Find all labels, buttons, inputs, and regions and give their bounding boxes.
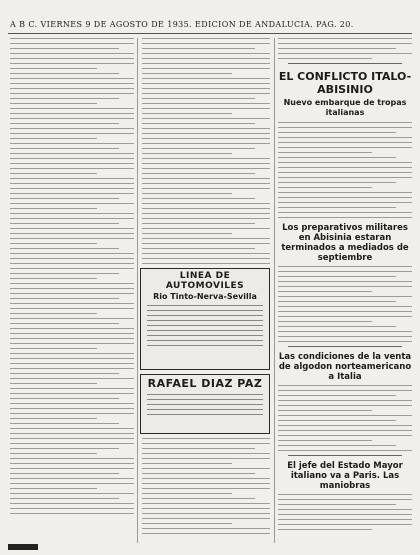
- body-text-line: [10, 198, 119, 199]
- body-text-line: [142, 498, 255, 499]
- body-text-line: [10, 113, 134, 114]
- body-text-line: [10, 313, 97, 314]
- body-text-line: [10, 388, 134, 389]
- body-text-line: [142, 238, 270, 239]
- body-text-line: [10, 343, 134, 344]
- body-text-line: [10, 123, 119, 124]
- body-text-line: [10, 328, 134, 329]
- body-text-line: [278, 420, 396, 421]
- body-text-line: [278, 415, 412, 416]
- body-text-line: [10, 513, 134, 514]
- body-text-line: [10, 48, 119, 49]
- headline-algodon: Las condiciones de la venta de algodon norteamericano a Italia: [278, 352, 412, 382]
- body-text-line: [278, 395, 396, 396]
- column-3: [278, 38, 412, 534]
- body-text-line: [10, 38, 134, 39]
- body-text-line: [278, 53, 412, 54]
- body-text-line: [278, 276, 396, 277]
- body-text-line: [278, 152, 372, 153]
- body-text-line: [10, 178, 134, 179]
- body-text-line: [10, 133, 134, 134]
- body-text-line: [10, 208, 97, 209]
- body-text-line: [10, 413, 134, 414]
- body-text-line: [142, 208, 270, 209]
- body-text-line: [10, 258, 134, 259]
- body-text-line: [278, 306, 412, 307]
- body-text-line: [278, 162, 412, 163]
- body-text-line: [10, 488, 97, 489]
- body-text-line: [278, 336, 412, 337]
- body-text-line: [142, 58, 270, 59]
- body-text-line: [10, 193, 134, 194]
- body-text-line: [10, 318, 134, 319]
- body-text-line: [142, 533, 270, 534]
- body-text-line: [142, 523, 232, 524]
- body-text-line: [10, 303, 134, 304]
- body-text-line: [10, 358, 134, 359]
- column-2: [142, 38, 270, 268]
- body-text-line: [10, 93, 134, 94]
- body-text-line: [142, 493, 232, 494]
- body-text-line: [142, 223, 255, 224]
- body-text-line: [278, 450, 412, 451]
- body-text-line: [142, 183, 270, 184]
- body-text-line: [10, 458, 134, 459]
- body-text-line: [10, 53, 134, 54]
- column-divider: [274, 38, 275, 543]
- body-text-line: [142, 243, 270, 244]
- body-text-line: [10, 443, 134, 444]
- body-text-line: [278, 197, 412, 198]
- body-text-line: [10, 448, 119, 449]
- body-text-line: [278, 296, 412, 297]
- body-text-line: [142, 508, 270, 509]
- body-text-line: [278, 494, 412, 495]
- body-text-line: [10, 383, 97, 384]
- body-text-line: [142, 143, 270, 144]
- body-text-line: [278, 425, 412, 426]
- body-text-line: [142, 63, 270, 64]
- body-text-line: [10, 473, 119, 474]
- headline-conflicto: EL CONFLICTO ITALO-ABISINIO: [278, 70, 412, 96]
- body-text-line: [10, 183, 134, 184]
- body-text-line: [10, 78, 134, 79]
- body-text-line: [278, 331, 412, 332]
- body-text-line: [10, 338, 134, 339]
- body-text-line: [10, 173, 97, 174]
- body-text-line: [10, 218, 134, 219]
- body-text-line: [10, 403, 134, 404]
- body-text-line: [10, 143, 134, 144]
- body-text-line: [142, 248, 255, 249]
- body-text-line: [278, 266, 412, 267]
- body-text-line: [142, 163, 270, 164]
- body-text-line: [10, 128, 134, 129]
- body-text-line: [142, 253, 270, 254]
- body-text-line: [142, 68, 270, 69]
- body-text-line: [10, 243, 97, 244]
- body-text-line: [278, 291, 372, 292]
- body-text-line: [10, 478, 134, 479]
- body-text-line: [142, 258, 270, 259]
- body-text-line: [142, 458, 270, 459]
- body-text-line: [142, 478, 270, 479]
- body-text-line: [278, 524, 412, 525]
- body-text-line: [278, 217, 412, 218]
- body-text-line: [10, 73, 119, 74]
- body-text-line: [142, 48, 255, 49]
- body-text-line: [142, 168, 270, 169]
- body-text-line: [142, 463, 232, 464]
- body-text-line: [10, 503, 134, 504]
- body-text-line: [10, 253, 134, 254]
- body-text-line: [278, 514, 412, 515]
- headline-preparativos: Los preparativos militares en Abisinia estaran terminados a mediados de septiembre: [281, 223, 409, 263]
- body-text-line: [10, 323, 119, 324]
- header-rule: [8, 33, 412, 34]
- ad-linea-automoviles: [140, 268, 270, 370]
- body-text-line: [10, 158, 134, 159]
- body-text-line: [10, 103, 97, 104]
- body-text-line: [10, 213, 134, 214]
- body-text-line: [142, 513, 270, 514]
- body-text-line: [278, 127, 412, 128]
- body-text-line: [10, 368, 134, 369]
- body-text-line: [142, 528, 270, 529]
- body-text-line: [278, 341, 412, 342]
- body-text-line: [142, 473, 255, 474]
- body-text-line: [278, 316, 412, 317]
- body-text-line: [10, 83, 134, 84]
- body-text-line: [10, 353, 134, 354]
- body-text-line: [10, 398, 119, 399]
- body-text-line: [142, 178, 270, 179]
- body-text-line: [10, 438, 134, 439]
- body-text-line: [10, 153, 134, 154]
- body-text-line: [10, 423, 119, 424]
- body-text-line: [278, 385, 412, 386]
- body-text-line: [278, 122, 412, 123]
- body-text-line: [142, 118, 270, 119]
- body-text-line: [10, 58, 134, 59]
- body-text-line: [278, 147, 412, 148]
- body-text-line: [278, 167, 412, 168]
- body-text-line: [10, 378, 134, 379]
- body-text-line: [10, 508, 134, 509]
- body-text-line: [142, 78, 270, 79]
- subheadline-embarque: Nuevo embarque de tropas italianas: [283, 98, 407, 117]
- column-2-lower: [142, 438, 270, 538]
- body-text-line: [10, 43, 134, 44]
- body-text-line: [278, 38, 412, 39]
- body-text-line: [10, 98, 119, 99]
- ad-rafael-diaz-paz: [140, 374, 270, 434]
- column-1: [10, 38, 134, 518]
- body-text-line: [278, 390, 412, 391]
- body-text-line: [278, 207, 396, 208]
- ad-title: RAFAEL DIAZ PAZ: [147, 377, 263, 390]
- body-text-line: [10, 163, 134, 164]
- body-text-line: [10, 138, 97, 139]
- body-text-line: [10, 288, 134, 289]
- body-text-line: [278, 504, 396, 505]
- body-text-line: [10, 273, 119, 274]
- body-text-line: [142, 263, 270, 264]
- body-text-line: [278, 48, 396, 49]
- body-text-line: [278, 405, 412, 406]
- body-text-line: [10, 348, 97, 349]
- body-text-line: [142, 233, 232, 234]
- body-text-line: [278, 509, 412, 510]
- body-text-line: [142, 53, 270, 54]
- body-text-line: [10, 148, 119, 149]
- body-text-line: [278, 177, 412, 178]
- body-text-line: [142, 203, 270, 204]
- body-text-line: [142, 213, 270, 214]
- body-text-line: [10, 168, 134, 169]
- body-text-line: [142, 198, 255, 199]
- body-text-line: [10, 68, 97, 69]
- body-text-line: [10, 463, 134, 464]
- body-text-line: [10, 483, 134, 484]
- body-text-line: [10, 428, 134, 429]
- body-text-line: [278, 430, 412, 431]
- body-text-line: [142, 83, 270, 84]
- body-text-line: [142, 173, 255, 174]
- body-text-line: [10, 238, 134, 239]
- body-text-line: [278, 192, 412, 193]
- body-text-line: [142, 443, 270, 444]
- body-text-line: [278, 172, 412, 173]
- body-text-line: [278, 301, 396, 302]
- body-text-line: [10, 63, 134, 64]
- body-text-line: [10, 108, 134, 109]
- body-text-line: [142, 93, 270, 94]
- body-text-line: [10, 203, 134, 204]
- body-text-line: [278, 187, 372, 188]
- body-text-line: [142, 38, 270, 39]
- body-text-line: [278, 132, 396, 133]
- body-text-line: [10, 373, 119, 374]
- body-text-line: [278, 157, 396, 158]
- body-text-line: [278, 400, 412, 401]
- body-text-line: [142, 138, 270, 139]
- body-text-line: [10, 248, 119, 249]
- body-text-line: [142, 488, 270, 489]
- body-text-line: [142, 188, 270, 189]
- body-text-line: [10, 308, 134, 309]
- body-text-line: [10, 393, 134, 394]
- column-divider: [137, 38, 138, 543]
- body-text-line: [10, 298, 119, 299]
- body-text-line: [142, 108, 270, 109]
- body-text-line: [278, 445, 396, 446]
- body-text-line: [278, 202, 412, 203]
- body-text-line: [142, 128, 270, 129]
- body-text-line: [142, 43, 270, 44]
- body-text-line: [10, 468, 134, 469]
- body-text-line: [142, 88, 270, 89]
- body-text-line: [142, 448, 255, 449]
- page-header: A B C. VIERNES 9 DE AGOSTO DE 1935. EDICION DE ANDALUCIA. PAG. 20.: [10, 20, 354, 29]
- body-text-line: [278, 281, 412, 282]
- body-text-line: [142, 468, 270, 469]
- body-text-line: [278, 43, 412, 44]
- body-text-line: [10, 118, 134, 119]
- body-text-line: [142, 193, 232, 194]
- body-text-line: [278, 182, 396, 183]
- body-text-line: [142, 153, 232, 154]
- body-text-line: [10, 408, 134, 409]
- body-text-line: [278, 311, 412, 312]
- body-text-line: [278, 212, 412, 213]
- body-text-line: [142, 503, 270, 504]
- body-text-line: [10, 278, 97, 279]
- body-text-line: [10, 233, 134, 234]
- body-text-line: [142, 73, 232, 74]
- body-text-line: [278, 410, 372, 411]
- body-text-line: [142, 133, 270, 134]
- body-text-line: [278, 529, 372, 530]
- body-text-line: [142, 148, 255, 149]
- body-text-line: [142, 103, 270, 104]
- body-text-line: [10, 498, 119, 499]
- body-text-line: [142, 113, 232, 114]
- ad-route: Rio Tinto-Nerva-Sevilla: [153, 292, 257, 301]
- body-text-line: [10, 333, 134, 334]
- body-text-line: [10, 283, 134, 284]
- body-text-line: [10, 268, 134, 269]
- body-text-line: [278, 271, 412, 272]
- body-text-line: [10, 188, 134, 189]
- body-text-line: [10, 223, 119, 224]
- body-text-line: [10, 363, 134, 364]
- body-text-line: [278, 58, 372, 59]
- body-text-line: [278, 326, 396, 327]
- body-text-line: [10, 293, 134, 294]
- body-text-line: [278, 435, 412, 436]
- body-text-line: [278, 286, 412, 287]
- body-text-line: [10, 493, 134, 494]
- headline-jefe-estado-mayor: El jefe del Estado Mayor italiano va a Paris. Las maniobras: [287, 461, 403, 491]
- footer-mark: [8, 544, 38, 550]
- body-text-line: [142, 123, 255, 124]
- body-text-line: [142, 453, 270, 454]
- ad-title: LINEA DE AUTOMOVILES: [165, 271, 245, 291]
- body-text-line: [278, 499, 412, 500]
- body-text-line: [10, 263, 134, 264]
- body-text-line: [142, 438, 270, 439]
- body-text-line: [142, 218, 270, 219]
- body-text-line: [278, 142, 412, 143]
- body-text-line: [278, 321, 372, 322]
- body-text-line: [10, 453, 97, 454]
- body-text-line: [10, 228, 134, 229]
- body-text-line: [10, 433, 134, 434]
- body-text-line: [142, 483, 270, 484]
- body-text-line: [10, 418, 97, 419]
- body-text-line: [278, 519, 412, 520]
- body-text-line: [142, 98, 255, 99]
- body-text-line: [142, 158, 270, 159]
- body-text-line: [142, 228, 270, 229]
- body-text-line: [142, 518, 270, 519]
- body-text-line: [278, 137, 412, 138]
- body-text-line: [278, 440, 372, 441]
- body-text-line: [10, 88, 134, 89]
